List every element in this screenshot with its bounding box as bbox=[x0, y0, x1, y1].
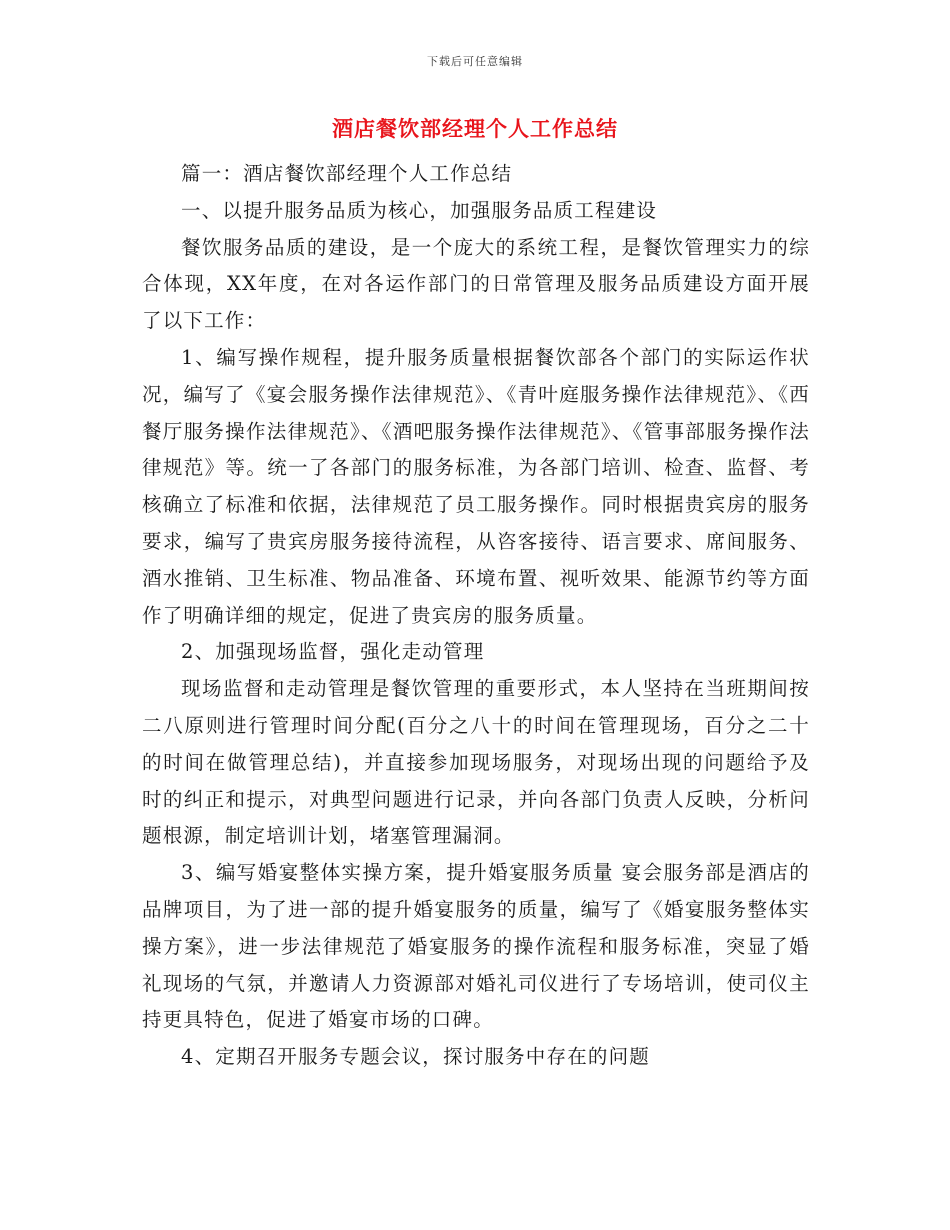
body-paragraph: 1、编写操作规程，提升服务质量根据餐饮部各个部门的实际运作状况，编写了《宴会服务操作法律规范》、《青叶庭服务操作法律规范》、《西餐厅服务操作法律规范》、《酒吧服务操作法律规范》、《管事部服务操作法律规范》等。统一了各部门的服务标准，为各部门培训、检查、监督、考核确立了标准和依据，法律规范了员工服务操作。同时根据贵宾房的服务要求，编写了贵宾房服务接待流程，从咨客接待、语言要求、席间服务、酒水推销、卫生标准、物品准备、环境布置、视听效果、能源节约等方面作了明确详细的规定，促进了贵宾房的服务质量。 bbox=[142, 345, 810, 627]
list-item-heading: 4、定期召开服务专题会议，探讨服务中存在的问题 bbox=[181, 1045, 651, 1069]
document-body bbox=[142, 156, 810, 1076]
list-item-heading: 2、加强现场监督，强化走动管理 bbox=[181, 640, 485, 664]
body-paragraph: 餐饮服务品质的建设，是一个庞大的系统工程，是餐饮管理实力的综合体现，XX年度，在对各运作部门的日常管理及服务品质建设方面开展了以下工作： bbox=[142, 235, 810, 333]
section-heading: 篇一：酒店餐饮部经理个人工作总结 bbox=[181, 162, 513, 185]
page-header-note: 下载后可任意编辑 bbox=[427, 55, 523, 68]
subsection-heading: 一、以提升服务品质为核心，加强服务品质工程建设 bbox=[181, 198, 658, 222]
body-paragraph: 现场监督和走动管理是餐饮管理的重要形式，本人坚持在当班期间按二八原则进行管理时间分配(百分之八十的时间在管理现场，百分之二十的时间在做管理总结)，并直接参加现场服务，对现场出现的问题给予及时的纠正和提示，对典型问题进行记录，并向各部门负责人反映，分析问题根源，制定培训计划，堵塞管理漏洞。 bbox=[142, 677, 810, 848]
body-paragraph: 3、编写婚宴整体实操方案，提升婚宴服务质量 宴会服务部是酒店的品牌项目，为了进一部的提升婚宴服务的质量，编写了《婚宴服务整体实操方案》，进一步法律规范了婚宴服务的操作流程和服务标准，突显了婚礼现场的气氛，并邀请人力资源部对婚礼司仪进行了专场培训，使司仪主持更具特色，促进了婚宴市场的口碑。 bbox=[142, 861, 810, 1032]
document-title: 酒店餐饮部经理个人工作总结 bbox=[332, 116, 618, 141]
